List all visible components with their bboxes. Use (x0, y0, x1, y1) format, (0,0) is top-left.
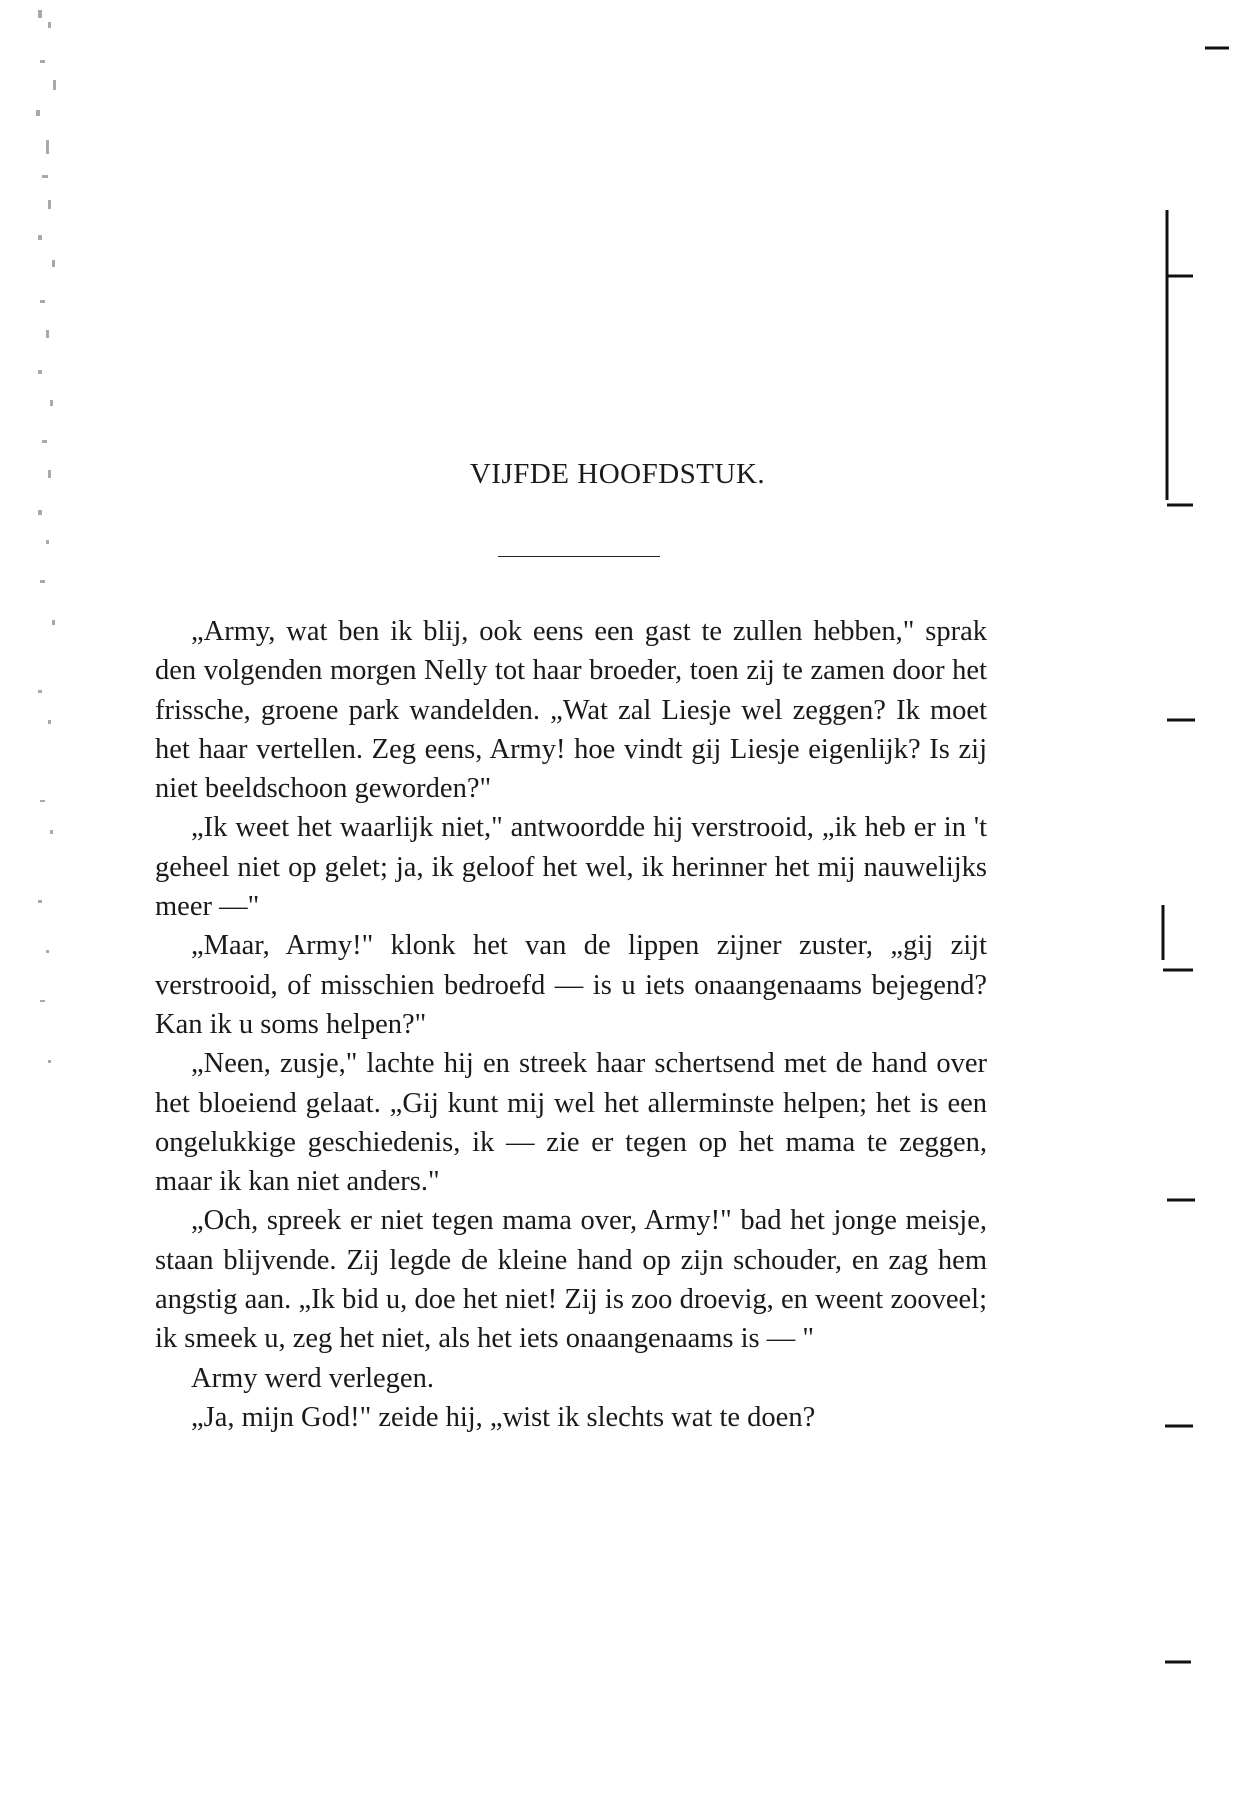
paragraph: „Och, spreek er niet tegen mama over, Army!" bad het jonge meisje, staan blijvende. Zij legde de kleine hand op zijn schouder, en zag hem angstig aan. „Ik bid u, doe het niet! Zij is zoo droevig, en weent zooveel; ik smeek u, zeg het niet, als het iets onaangenaams is — " (155, 1205, 987, 1355)
paragraph: „Ja, mijn God!" zeide hij, „wist ik slechts wat te doen? (191, 1401, 816, 1433)
paragraph: „Neen, zusje," lachte hij en streek haar schertsend met de hand over het bloeiend gelaat. „Gij kunt mij wel het allerminste helpen; het is een ongelukkige geschiedenis, ik — zie er tegen op het mama te zeggen, maar ik kan niet anders." (155, 1048, 987, 1198)
title-rule (498, 556, 660, 557)
margin-marks (1145, 0, 1235, 1805)
bleed-through-noise (18, 0, 78, 1100)
body-text (155, 612, 987, 1437)
chapter-title: VIJFDE HOOFDSTUK. (469, 458, 766, 490)
paragraph: „Ik weet het waarlijk niet," antwoordde hij verstrooid, „ik heb er in 't geheel niet op gelet; ja, ik geloof het wel, ik herinner het mij nauwelijks meer —" (155, 812, 987, 923)
paragraph: „Maar, Army!" klonk het van de lippen zijner zuster, „gij zijt verstrooid, of misschien bedroefd — is u iets onaangenaams bejegend? Kan ik u soms helpen?" (155, 930, 987, 1040)
paragraph: „Army, wat ben ik blij, ook eens een gast te zullen hebben," sprak den volgenden morgen Nelly tot haar broeder, toen zij te zamen door het frissche, groene park wandelden. „Wat zal Liesje wel zeggen? Ik moet het haar vertellen. Zeg eens, Army! hoe vindt gij Liesje eigenlijk? Is zij niet beeldschoon geworden?" (155, 616, 987, 805)
paragraph: Army werd verlegen. (191, 1362, 434, 1394)
